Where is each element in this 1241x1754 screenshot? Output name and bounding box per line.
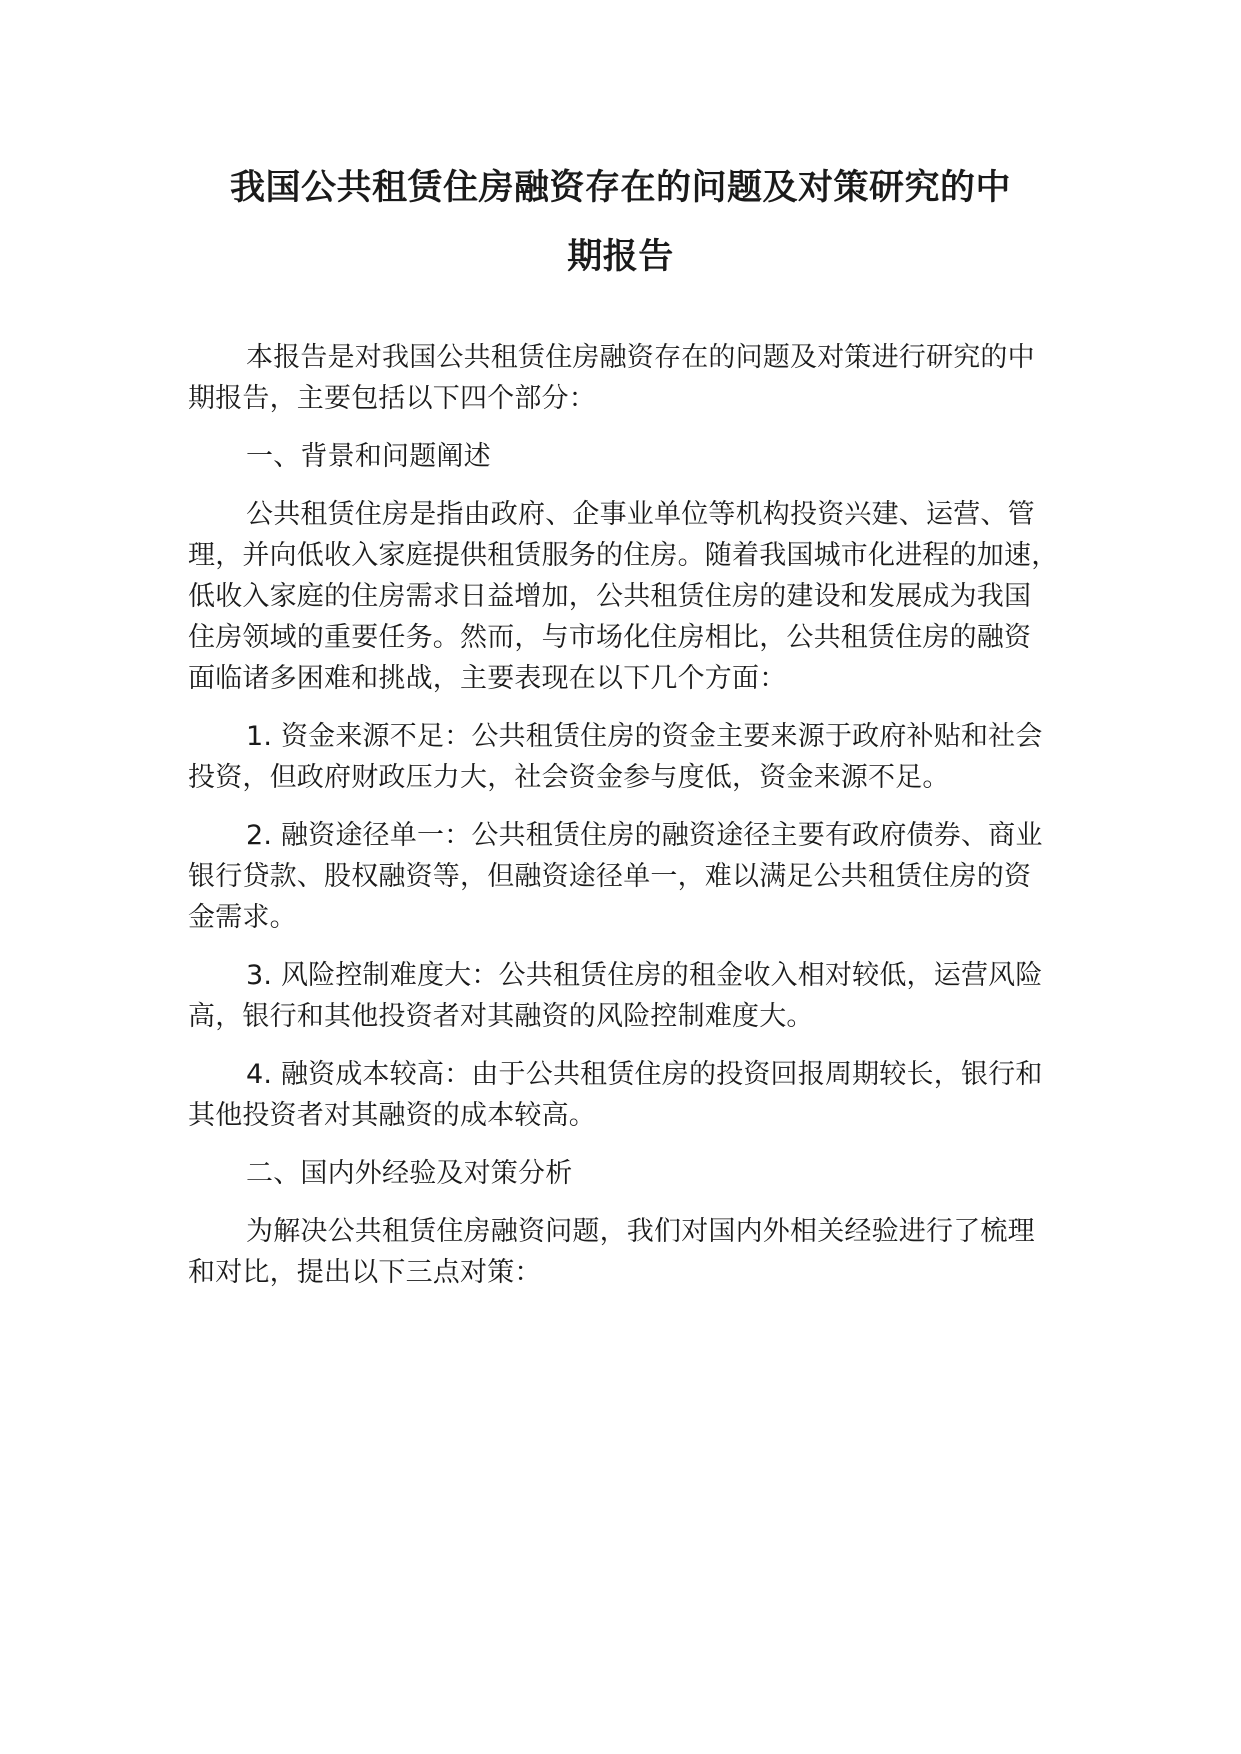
issue-item-3-line: 3. 风险控制难度大：公共租赁住房的租金收入相对较低，运营风险 (246, 960, 1043, 991)
background-paragraph-line: 面临诸多困难和挑战，主要表现在以下几个方面： (188, 663, 787, 694)
intro-paragraph-line: 期报告，主要包括以下四个部分： (188, 383, 596, 414)
issue-item-2-line: 银行贷款、股权融资等，但融资途径单一，难以满足公共租赁住房的资 (188, 861, 1032, 892)
intro-paragraph-line: 本报告是对我国公共租赁住房融资存在的问题及对策进行研究的中 (246, 342, 1035, 373)
issue-item-4-line: 其他投资者对其融资的成本较高。 (188, 1100, 596, 1131)
background-paragraph-line: 住房领域的重要任务。然而，与市场化住房相比，公共租赁住房的融资 (188, 622, 1032, 653)
issue-item-3-line: 高，银行和其他投资者对其融资的风险控制难度大。 (188, 1001, 814, 1032)
measures-paragraph-line: 和对比，提出以下三点对策： (188, 1257, 542, 1288)
section-heading-experience: 二、国内外经验及对策分析 (246, 1158, 573, 1189)
background-paragraph-line: 公共租赁住房是指由政府、企事业单位等机构投资兴建、运营、管 (246, 499, 1035, 530)
document-title-line-1: 我国公共租赁住房融资存在的问题及对策研究的中 (229, 168, 1011, 208)
issue-item-2-line: 金需求。 (188, 902, 297, 933)
issue-item-2-line: 2. 融资途径单一：公共租赁住房的融资途径主要有政府债券、商业 (246, 820, 1043, 851)
background-paragraph-line: 理，并向低收入家庭提供租赁服务的住房。随着我国城市化进程的加速， (188, 540, 1059, 571)
document-title-line-2: 期报告 (567, 237, 674, 277)
background-paragraph-line: 低收入家庭的住房需求日益增加，公共租赁住房的建设和发展成为我国 (188, 581, 1032, 612)
issue-item-1-line: 1. 资金来源不足：公共租赁住房的资金主要来源于政府补贴和社会 (246, 721, 1043, 752)
issue-item-4-line: 4. 融资成本较高：由于公共租赁住房的投资回报周期较长，银行和 (246, 1059, 1043, 1090)
section-heading-background: 一、背景和问题阐述 (246, 441, 491, 472)
issue-item-1-line: 投资，但政府财政压力大，社会资金参与度低，资金来源不足。 (188, 762, 950, 793)
measures-paragraph-line: 为解决公共租赁住房融资问题，我们对国内外相关经验进行了梳理 (246, 1216, 1035, 1247)
